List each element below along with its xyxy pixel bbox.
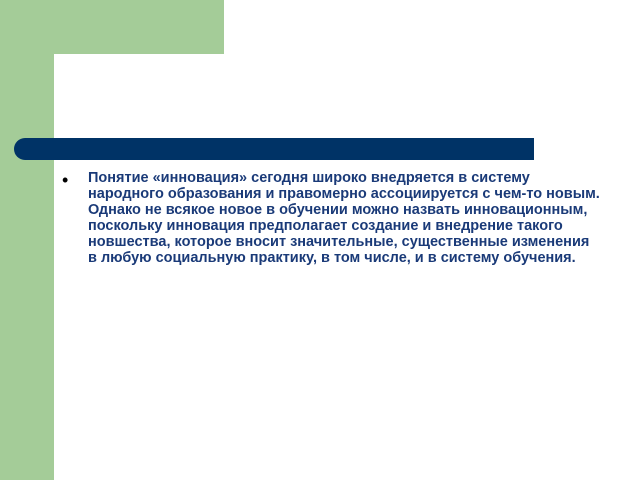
- decor-green-left: [0, 0, 54, 480]
- title-bar: [14, 138, 534, 160]
- decor-white-corner: [54, 54, 114, 114]
- paragraph-2: Однако не всякое новое в обучении можно назвать инновационным, поскольку инновация предполагает создание и внедрение такого новшества, которое вносит значительные, существенные изменения в любую социальную практику, в том числе, и в систему обучения.: [88, 202, 590, 266]
- bullet-text: [88, 170, 602, 266]
- bullet-item: [62, 170, 602, 266]
- bullet-icon: •: [62, 170, 69, 190]
- slide-content: [62, 170, 602, 266]
- paragraph-1: Понятие «инновация» сегодня широко внедряется в систему народного образования и правомерно ассоциируется с чем-то новым.: [88, 170, 600, 202]
